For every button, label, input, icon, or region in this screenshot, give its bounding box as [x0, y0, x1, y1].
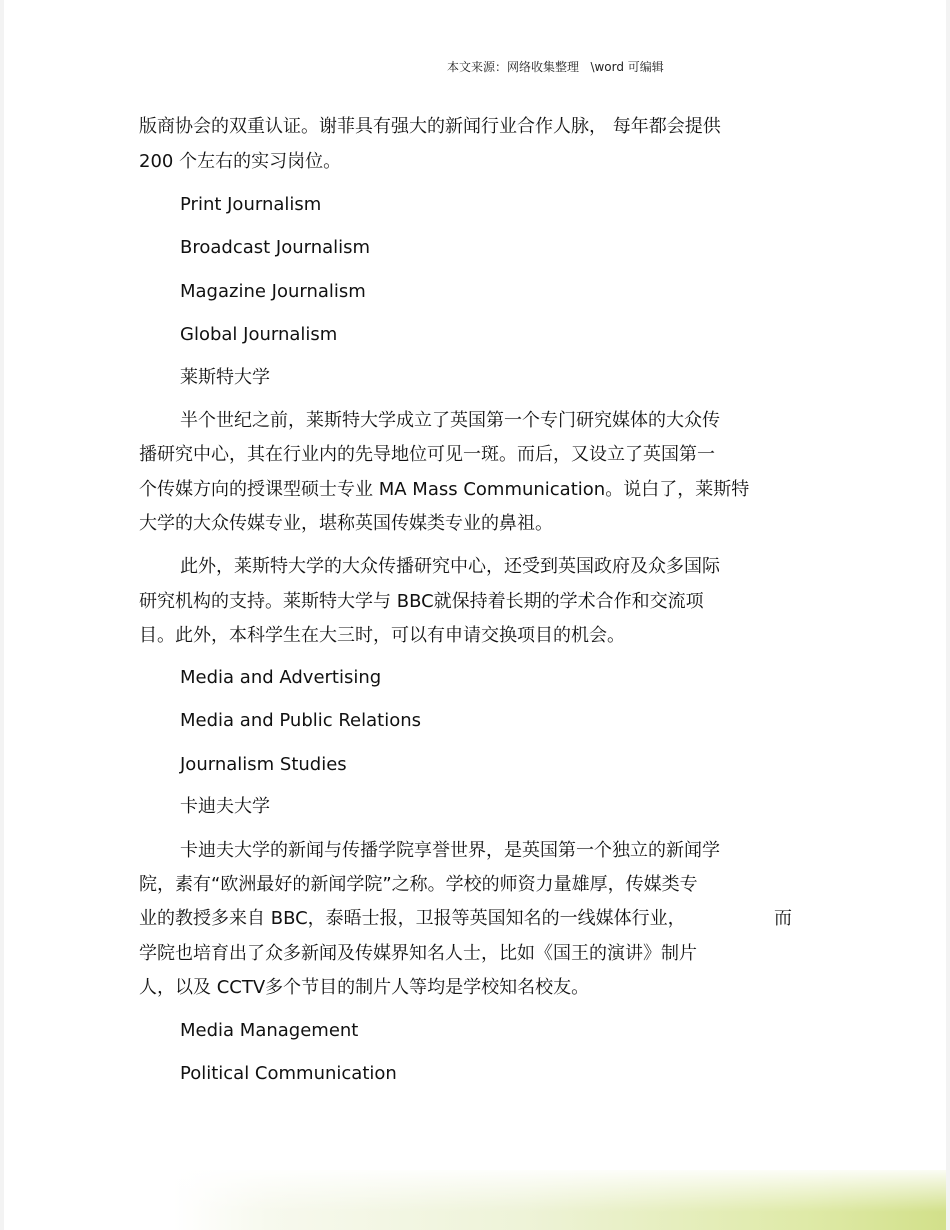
paragraph-line: 业的教授多来自 BBC，泰晤士报，卫报等英国知名的一线媒体行业，: [139, 908, 686, 929]
course-item-media-public-relations: Media and Public Relations: [180, 710, 422, 731]
paragraph-line: 研究机构的支持。莱斯特大学与 BBC就保持着长期的学术合作和交流项: [139, 591, 704, 612]
course-item-print-journalism: Print Journalism: [180, 194, 322, 215]
section-heading-leicester: 莱斯特大学: [180, 367, 270, 388]
paragraph-line: 此外，莱斯特大学的大众传播研究中心，还受到英国政府及众多国际: [180, 556, 720, 577]
course-item-broadcast-journalism: Broadcast Journalism: [180, 237, 371, 258]
section-heading-cardiff: 卡迪夫大学: [180, 796, 270, 817]
paragraph-line: 200 个左右的实习岗位。: [139, 151, 342, 172]
paragraph-line: 学院也培育出了众多新闻及传媒界知名人士，比如《国王的演讲》制片: [139, 943, 697, 964]
paragraph-line: 人，以及 CCTV多个节目的制片人等均是学校知名校友。: [139, 977, 590, 998]
paragraph-line: 大学的大众传媒专业，堪称英国传媒类专业的鼻祖。: [139, 513, 553, 534]
paragraph-line: 播研究中心，其在行业内的先导地位可见一斑。而后，又设立了英国第一: [139, 444, 715, 465]
paragraph-line: 卡迪夫大学的新闻与传播学院享誉世界，是英国第一个独立的新闻学: [180, 840, 720, 861]
header-source-note: 本文来源：网络收集整理 \word 可编辑: [447, 60, 664, 74]
course-item-political-communication: Political Communication: [180, 1063, 397, 1084]
course-item-global-journalism: Global Journalism: [180, 324, 338, 345]
paragraph-line: 版商协会的双重认证。谢菲具有强大的新闻行业合作人脉， 每年都会提供: [139, 116, 721, 137]
course-item-media-management: Media Management: [180, 1020, 359, 1041]
decorative-footer-band: [4, 1170, 946, 1230]
document-page: [4, 0, 946, 1230]
course-item-magazine-journalism: Magazine Journalism: [180, 281, 366, 302]
paragraph-line: 个传媒方向的授课型硕士专业 MA Mass Communication。说白了，莱斯特: [139, 479, 750, 500]
paragraph-line: 半个世纪之前，莱斯特大学成立了英国第一个专门研究媒体的大众传: [180, 410, 720, 431]
paragraph-line: 目。此外，本科学生在大三时，可以有申请交换项目的机会。: [139, 625, 625, 646]
course-item-media-advertising: Media and Advertising: [180, 667, 382, 688]
paragraph-line: 院，素有“欧洲最好的新闻学院”之称。学校的师资力量雄厚，传媒类专: [139, 874, 698, 895]
course-item-journalism-studies: Journalism Studies: [180, 754, 347, 775]
paragraph-line-tail: 而: [774, 908, 792, 929]
